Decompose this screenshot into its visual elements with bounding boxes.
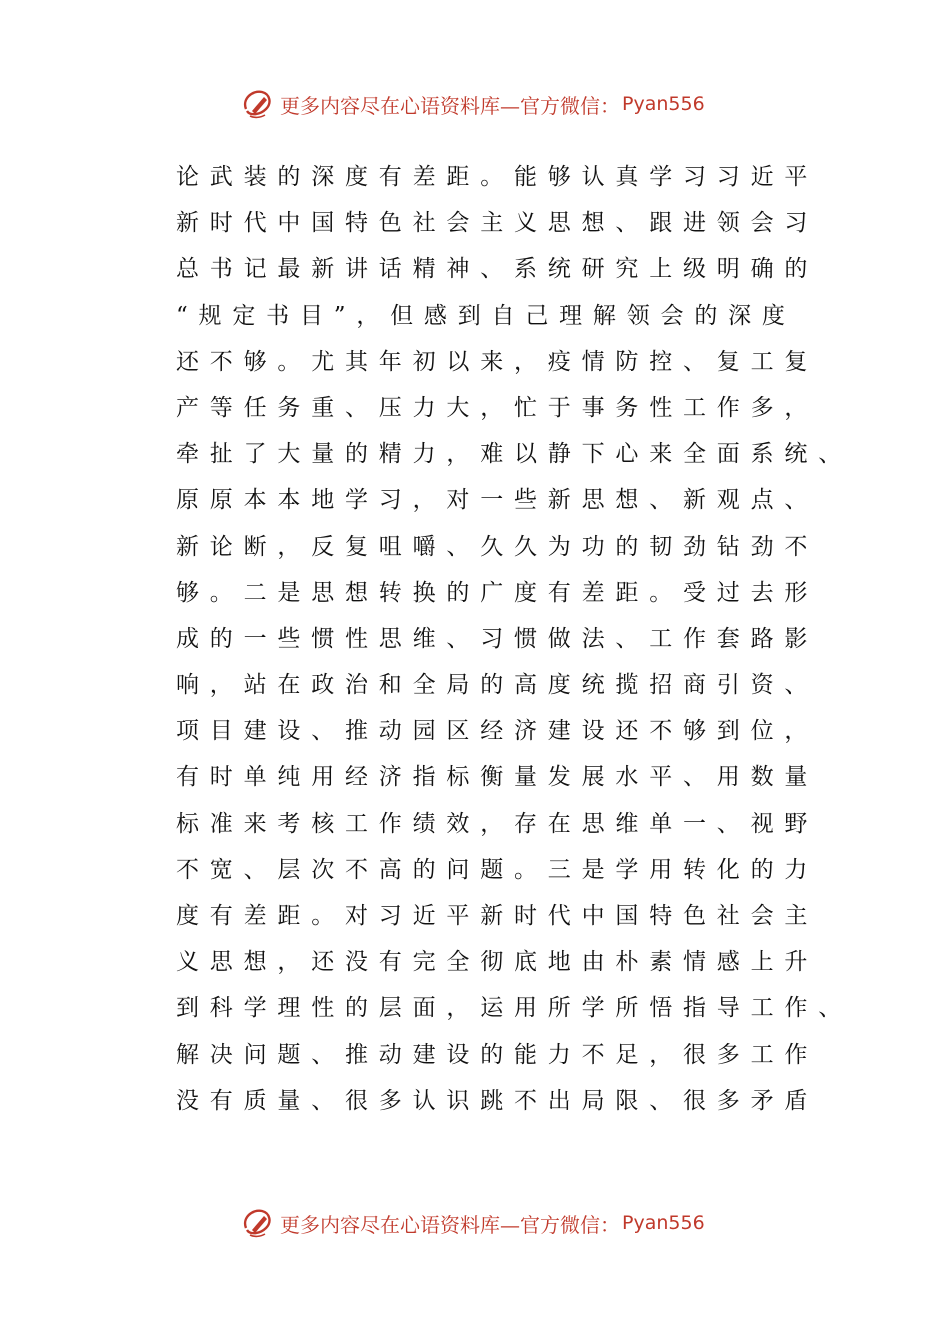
text-line: 解决问题、推动建设的能力不足，很多工作 <box>176 1041 819 1068</box>
text-line: 新论断，反复咀嚼、久久为功的韧劲钻劲不 <box>176 533 819 560</box>
text-line: 还不够。尤其年初以来，疫情防控、复工复 <box>176 348 819 375</box>
text-line: 牵扯了大量的精力，难以静下心来全面系统、 <box>176 441 852 468</box>
text-line: 原原本本地学习，对一些新思想、新观点、 <box>176 487 819 514</box>
text-line: 标准来考核工作绩效，存在思维单一、视野 <box>176 810 819 837</box>
text-line: 论武装的深度有差距。能够认真学习习近平 <box>176 164 819 190</box>
text-line: 到科学理性的层面，运用所学所悟指导工作、 <box>176 995 852 1022</box>
text-line: “规定书目”，但感到自己理解领会的深度 <box>176 302 796 329</box>
text-line: 有时单纯用经济指标衡量发展水平、用数量 <box>176 764 819 791</box>
text-line: 够。二是思想转换的广度有差距。受过去形 <box>176 579 819 606</box>
text-line: 响，站在政治和全局的高度统揽招商引资、 <box>176 672 819 699</box>
text-line: 成的一些惯性思维、习惯做法、工作套路影 <box>176 625 819 652</box>
text-line: 总书记最新讲话精神、系统研究上级明确的 <box>176 256 819 283</box>
text-line: 没有质量、很多认识跳不出局限、很多矛盾 <box>176 1087 819 1114</box>
pen-swirl-logo-icon <box>240 87 274 121</box>
document-body <box>176 154 856 1124</box>
text-line: 义思想，还没有完全彻底地由朴素情感上升 <box>176 949 819 976</box>
pen-swirl-logo-icon <box>240 1206 274 1240</box>
watermark-text: 更多内容尽在心语资料库—官方微信： <box>280 1212 620 1237</box>
text-line: 新时代中国特色社会主义思想、跟进领会习 <box>176 210 819 237</box>
footer-watermark <box>240 1203 760 1243</box>
text-line: 产等任务重、压力大，忙于事务性工作多， <box>176 394 819 421</box>
header-watermark <box>240 84 760 124</box>
text-line: 不宽、层次不高的问题。三是学用转化的力 <box>176 856 819 883</box>
watermark-text: 更多内容尽在心语资料库—官方微信： <box>280 93 620 118</box>
watermark-wechat-id: Pyan556 <box>622 1212 705 1234</box>
text-line: 度有差距。对习近平新时代中国特色社会主 <box>176 903 819 929</box>
text-line: 项目建设、推动园区经济建设还不够到位， <box>176 718 819 745</box>
watermark-wechat-id: Pyan556 <box>622 93 705 115</box>
